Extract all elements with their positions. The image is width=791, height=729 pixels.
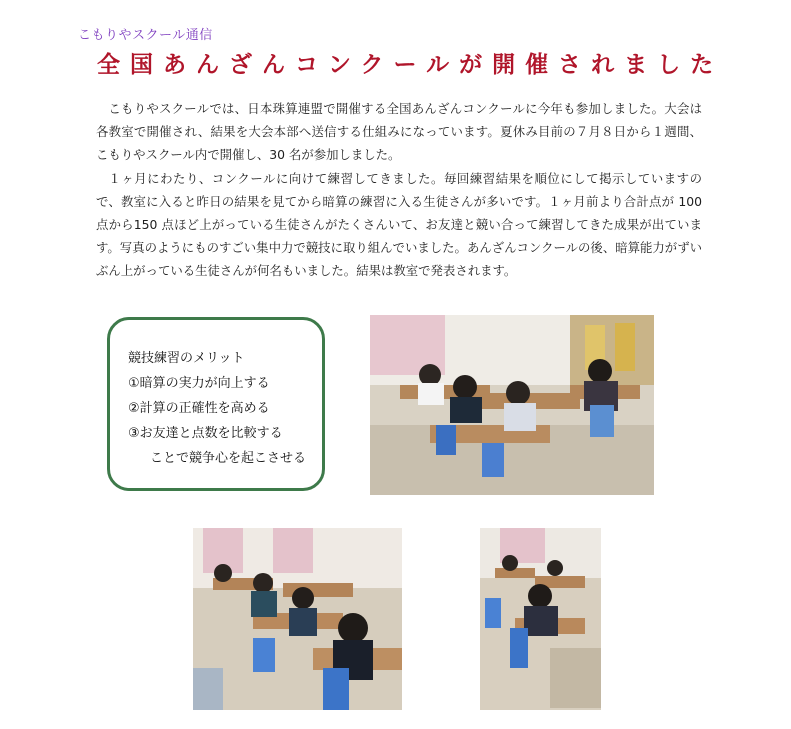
- callout-heading: 競技練習のメリット: [128, 351, 245, 366]
- classroom-photo-2: [193, 528, 402, 710]
- callout-item-3: ③お友達と点数を比較する: [128, 426, 283, 441]
- callout-item-1: ①暗算の実力が向上する: [128, 376, 270, 391]
- classroom-photo-1: [370, 315, 654, 495]
- callout-item-2: ②計算の正確性を高める: [128, 401, 270, 416]
- classroom-photo-3: [480, 528, 601, 710]
- merits-callout-box: [107, 317, 325, 491]
- newsletter-header: こもりやスクール通信: [78, 28, 213, 43]
- paragraph-2: １ヶ月にわたり、コンクールに向けて練習してきました。毎回練習結果を順位にして掲示していますので、教室に入ると昨日の結果を見てから暗算の練習に入る生徒さんが多いです。１ヶ月前より合計点が 100点から150 点ほど上がっている生徒さんがたくさんいて、お友達と競い合って練習してきた成果が出ています。写真のようにものすごい集中力で競技に取り組んでいました。あんざんコンクールの後、暗算能力がずいぶん上がっている生徒さんが何名もいました。結果は教室で発表されます。: [96, 170, 702, 279]
- callout-item-3-continued: ことで競争心を起こさせる: [150, 451, 307, 466]
- page-title: 全国あんざんコンクールが開催されました: [97, 52, 724, 78]
- paragraph-1: こもりやスクールでは、日本珠算連盟で開催する全国あんざんコンクールに今年も参加しました。大会は各教室で開催され、結果を大会本部へ送信する仕組みになっています。夏休み目前の７月８日から１週間、こもりやスクール内で開催し、30 名が参加しました。: [96, 101, 702, 163]
- article-body: [96, 97, 702, 283]
